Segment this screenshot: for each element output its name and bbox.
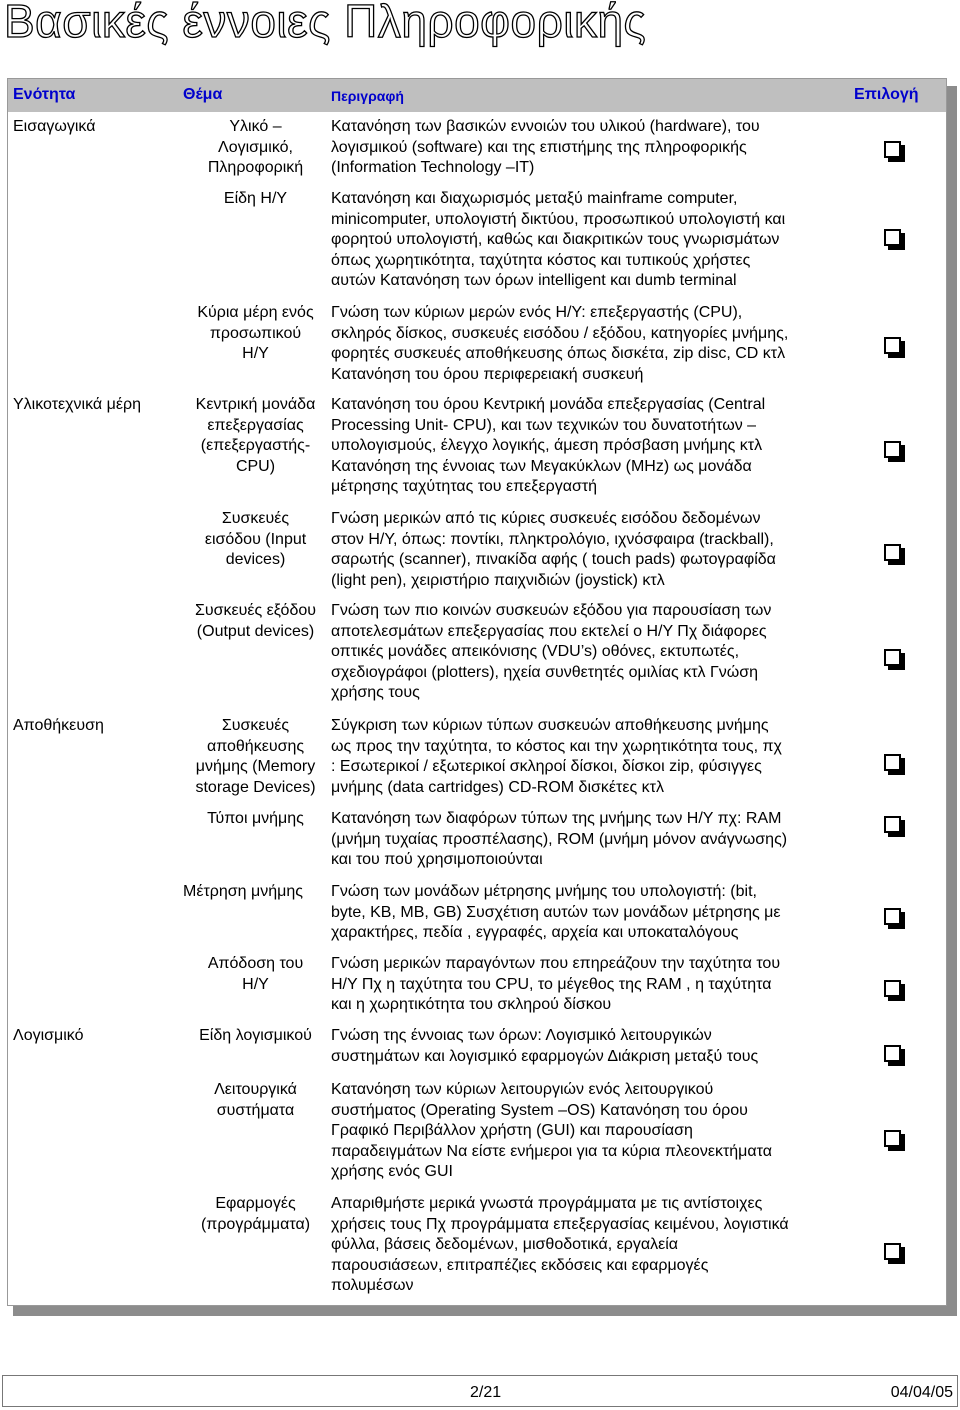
section-cell: Λογισμικό <box>13 1027 84 1044</box>
description-cell: Γνώση της έννοιας των όρων: Λογισμικό λειτουργικών συστημάτων και λογισμικό εφαρμογών Διάκριση μεταξύ τους <box>331 1027 759 1065</box>
description-cell: Απαριθμήστε μερικά γνωστά προγράμματα με τις αντίστοιχες χρήσεις τους Πχ προγράμματα επεξεργασίας κειμένου, λογιστικά φύλλα, βάσεις δεδομένων, μισθοδοτικά, εργαλεία παρουσιάσεων, επιτραπέζιες εκδόσεις και εφαρμογές πολυμέσων <box>331 1195 789 1295</box>
topic-cell: Υλικό – Λογισμικό, Πληροφορική <box>207 118 304 177</box>
description-cell: Γνώση των κύριων μερών ενός Η/Υ: επεξεργαστής (CPU), σκληρός δίσκος, συσκευές εισόδου / εξόδου, κατηγορίες μνήμης, φορητές συσκευές αποθήκευσης όπως δισκέτα, zip disc, CD κτλ Κατανόηση του όρου περιφερειακή συσκευή <box>331 304 789 383</box>
topic-cell: Λειτουργικά συστήματα <box>214 1081 297 1119</box>
page-footer <box>2 1375 958 1407</box>
header-section: Ενότητα <box>13 86 76 103</box>
footer-date: 04/04/05 <box>890 1384 953 1401</box>
description-cell: Κατανόηση και διαχωρισμός μεταξύ mainframe computer, minicomputer, υπολογιστή δικτύου, προσωπικού υπολογιστή και φορητού υπολογιστή, καθώς και διακριτικών τους γνωρισμάτων όπως χωρητικότητα, ταχύτητα κόστος και τυπικούς χρήστες αυτών Κατανόηση των όρων intelligent και dumb terminal <box>331 190 786 290</box>
select-checkbox[interactable] <box>884 229 901 246</box>
description-cell: Κατανόηση των κύριων λειτουργιών ενός λειτουργικού συστήματος (Operating System –OS) Κατανόηση του όρου Γραφικό Περιβάλλον χρήστη (GUI) και παρουσίαση παραδειγμάτων Να είστε ενήμεροι για τα κύρια πλεονεκτήματα χρήσης ενός GUI <box>331 1081 772 1181</box>
select-checkbox[interactable] <box>884 337 901 354</box>
section-cell: Αποθήκευση <box>13 717 104 734</box>
select-checkbox[interactable] <box>884 816 901 833</box>
description-cell: Κατανόηση των διαφόρων τύπων της μνήμης των Η/Υ πχ: RAM (μνήμη τυχαίας προσπέλασης), ROM (μνήμη μόνον ανάγνωσης) και του πού χρησιμοποιούνται <box>331 810 788 869</box>
page-number: 2/21 <box>470 1384 502 1401</box>
select-checkbox[interactable] <box>884 441 901 458</box>
header-topic: Θέμα <box>183 86 223 103</box>
description-cell: Γνώση μερικών παραγόντων που επηρεάζουν την ταχύτητα του Η/Υ Πχ η ταχύτητα του CPU, το μέγεθος της RAM , η ταχύτητα και η χωρητικότητα του σκληρού δίσκου <box>331 955 781 1014</box>
topic-cell: Τύποι μνήμης <box>207 810 304 827</box>
description-cell: Κατανόηση του όρου Κεντρική μονάδα επεξεργασίας (Central Processing Unit- CPU), και των τεχνικών του δυνατοτήτων – υπολογισμούς, έλεγχο λογικής, άμεση πρόσβαση μνήμης κτλ Κατανόηση της έννοιας των Μεγακύκλων (MHz) ως μονάδα μέτρησης ταχύτητας του επεξεργαστή <box>331 396 766 496</box>
topic-cell: Είδη Η/Υ <box>223 190 288 207</box>
select-checkbox[interactable] <box>884 1045 901 1062</box>
select-checkbox[interactable] <box>884 141 901 158</box>
select-checkbox[interactable] <box>884 544 901 561</box>
description-cell: Γνώση των μονάδων μέτρησης μνήμης του υπολογιστή: (bit, byte, KB, MB, GB) Συσχέτιση αυτών των μονάδων μέτρησης με χαρακτήρες, πεδία , εγγραφές, αρχεία και υποκαταλόγους <box>331 883 781 942</box>
description-cell: Γνώση μερικών από τις κύριες συσκευές εισόδου δεδομένων στον Η/Υ, όπως: ποντίκι, πληκτρολόγιο, ιχνόσφαιρα (trackball), σαρωτής (scanner), πινακίδα αφής ( touch pads) φωτογραφίδα (light pen), χειριστήριο παιχνιδιών (joystick) κτλ <box>331 510 776 589</box>
topic-cell: Συσκευές εξόδου (Output devices) <box>194 602 316 640</box>
topic-cell: Κύρια μέρη ενός προσωπικού Η/Υ <box>197 304 314 363</box>
topic-cell: Είδη λογισμικού <box>199 1027 312 1044</box>
topic-cell: Μέτρηση μνήμης <box>183 883 303 900</box>
header-description: Περιγραφή <box>331 88 404 104</box>
topic-cell: Εφαρμογές (προγράμματα) <box>200 1195 311 1233</box>
topic-cell: Απόδοση του Η/Υ <box>207 955 304 993</box>
description-cell: Γνώση των πιο κοινών συσκευών εξόδου για παρουσίαση των αποτελεσμάτων επεξεργασίας που εκτελεί ο Η/Υ Πχ διάφορες οπτικές μονάδες απεικόνισης (VDU’s) οθόνες, εκτυπωτές, σχεδιογράφοι (plotters), ηχεία συνθετητές ομιλίας κτλ Γνώση χρήσης τους <box>331 602 772 702</box>
select-checkbox[interactable] <box>884 1243 901 1260</box>
header-choice: Επιλογή <box>854 86 919 103</box>
select-checkbox[interactable] <box>884 1130 901 1147</box>
select-checkbox[interactable] <box>884 908 901 925</box>
select-checkbox[interactable] <box>884 980 901 997</box>
section-cell: Εισαγωγικά <box>13 118 96 135</box>
page-title: Βασικές έννοιες Πληροφορικής <box>4 0 647 47</box>
description-cell: Κατανόηση των βασικών εννοιών του υλικού (hardware), του λογισμικού (software) και της επιστήμης της πληροφορικής (Information Technology –IT) <box>331 118 760 177</box>
select-checkbox[interactable] <box>884 754 901 771</box>
topic-cell: Κεντρική μονάδα επεξεργασίας (επεξεργαστής- CPU) <box>195 396 316 475</box>
description-cell: Σύγκριση των κύριων τύπων συσκευών αποθήκευσης μνήμης ως προς την ταχύτητα, το κόστος και την χωρητικότητα τους, πχ : Εσωτερικοί / εξωτερικοί σκληροί δίσκοι, δίσκοι zip, φύσιγγες μνήμης (data cartridges) CD-ROM δισκέτες κτλ <box>331 717 782 796</box>
syllabus-table <box>7 78 947 1306</box>
section-cell: Υλικοτεχνικά μέρη <box>13 396 141 413</box>
topic-cell: Συσκευές αποθήκευσης μνήμης (Memory storage Devices) <box>195 717 316 796</box>
table-header <box>8 79 946 112</box>
select-checkbox[interactable] <box>884 649 901 666</box>
topic-cell: Συσκευές εισόδου (Input devices) <box>204 510 307 569</box>
